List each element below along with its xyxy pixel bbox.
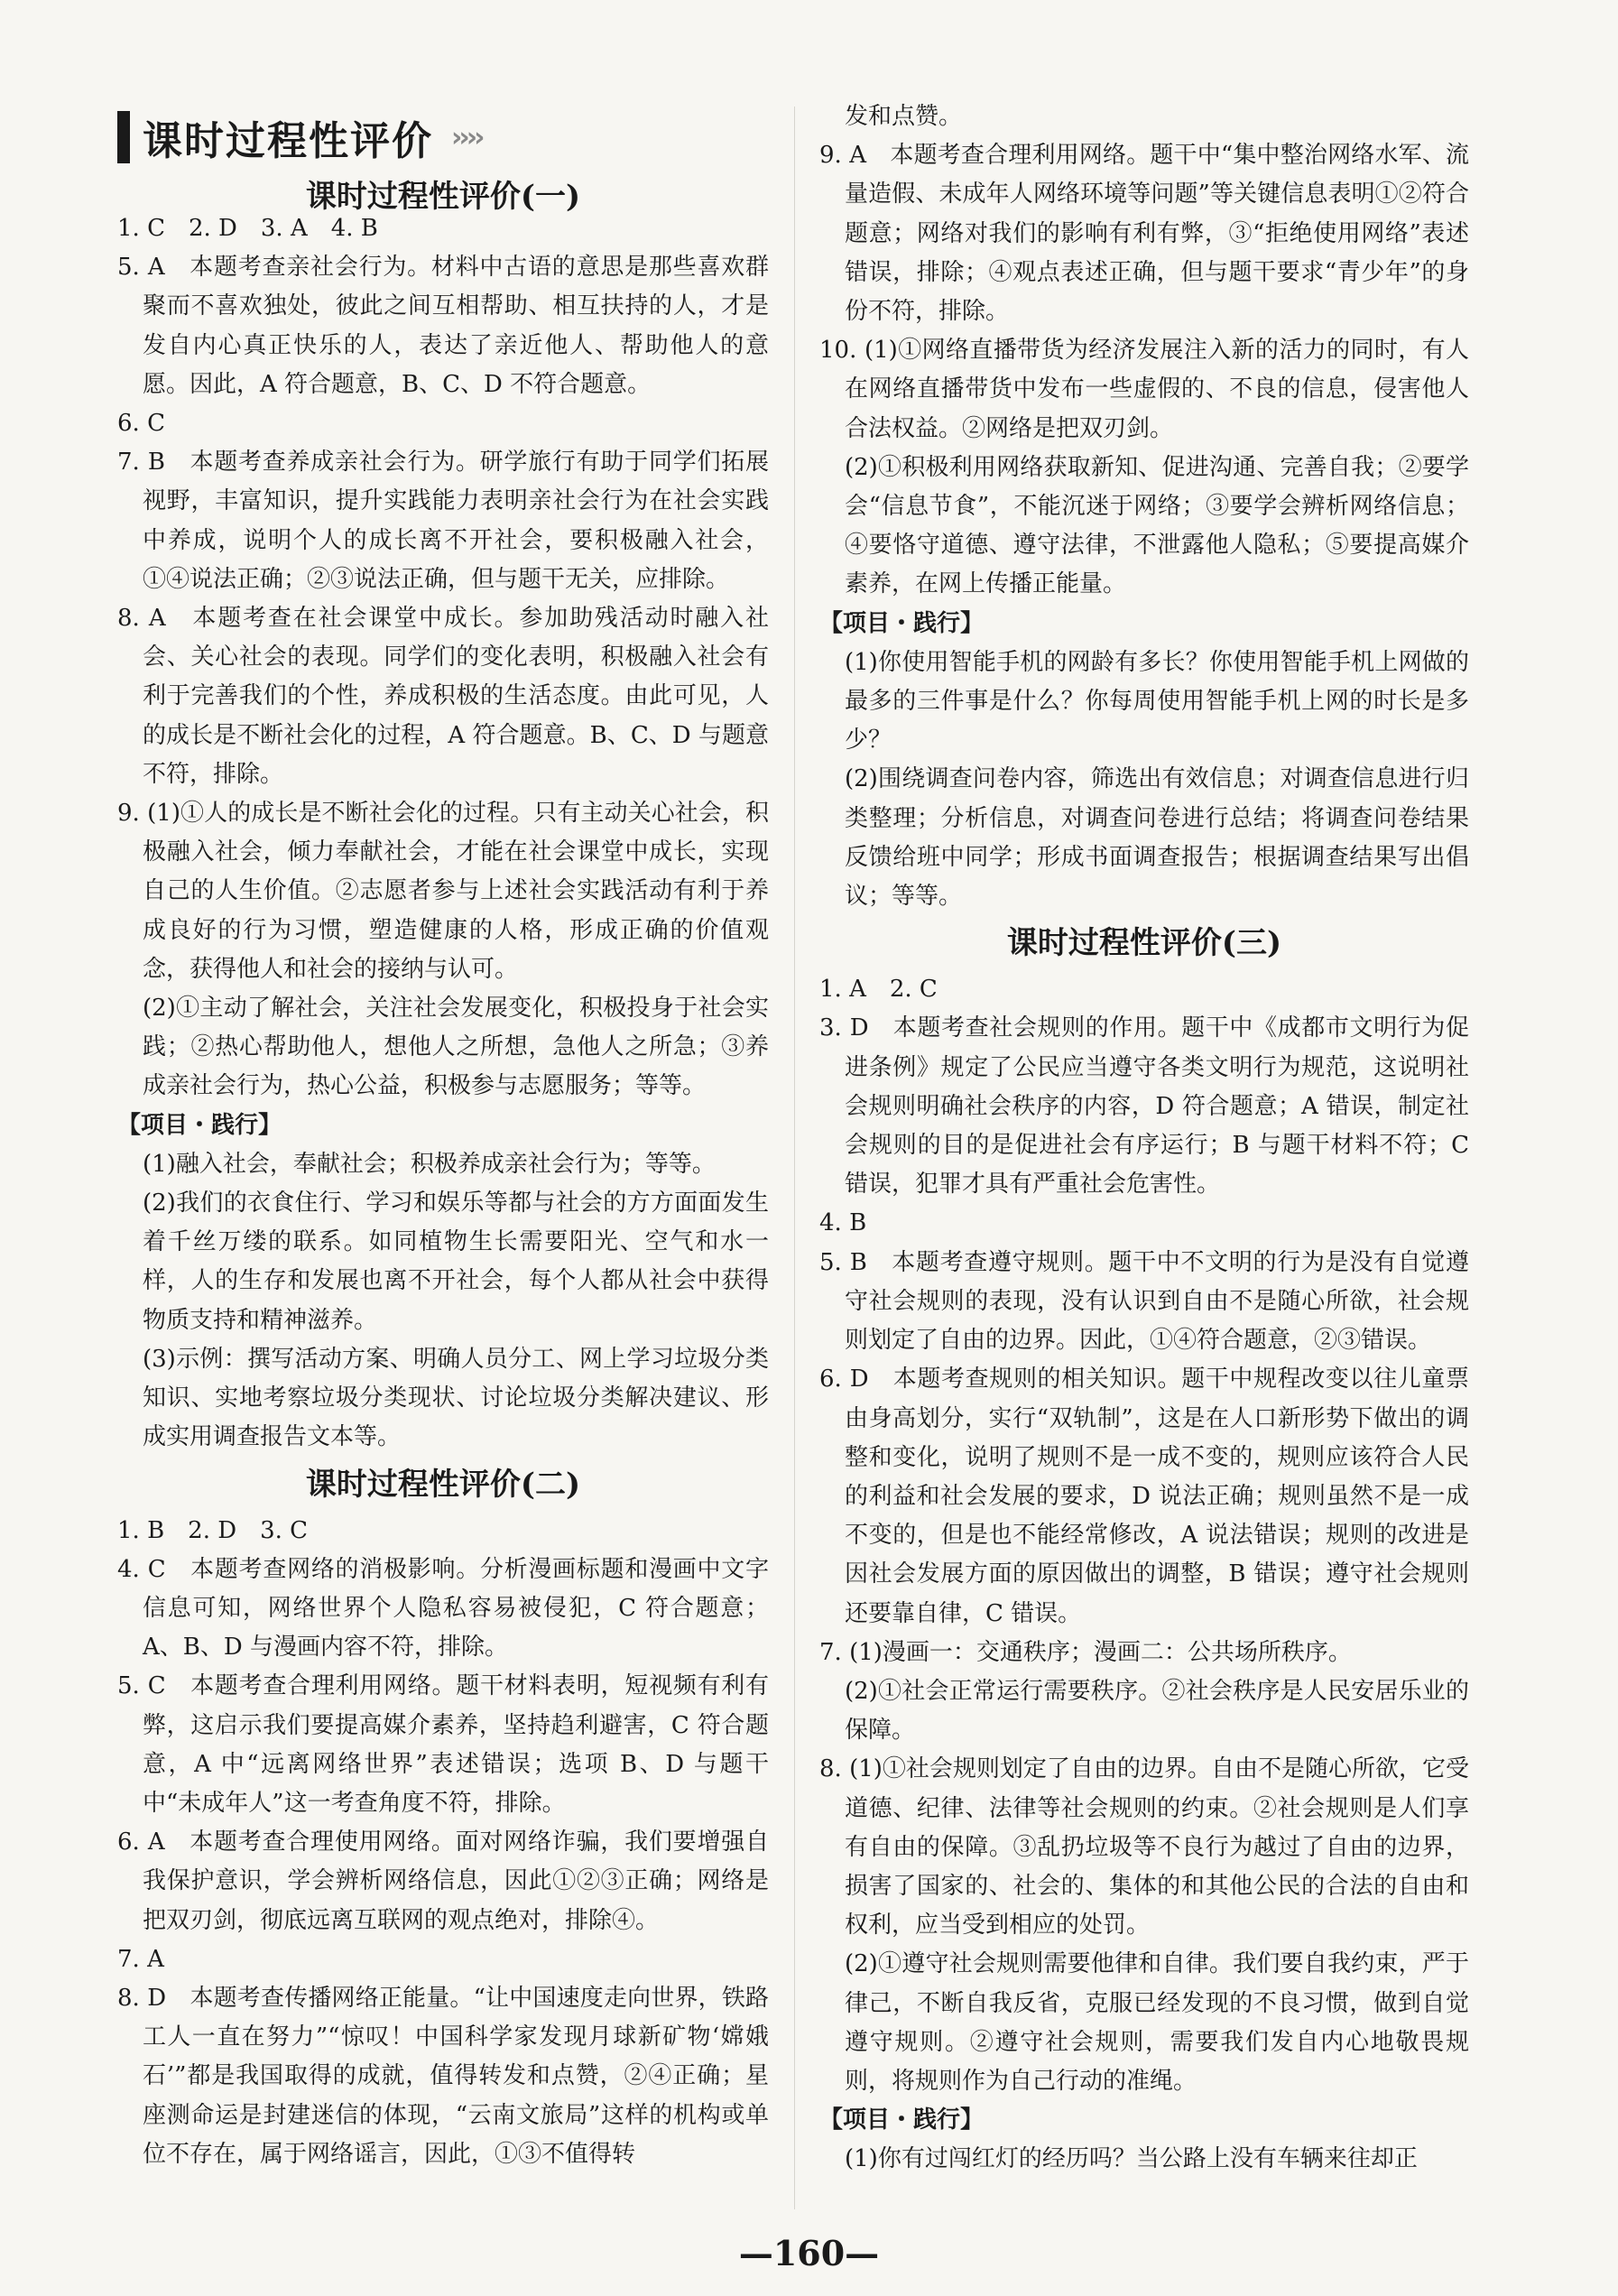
answer-item: 5. A 本题考查亲社会行为。材料中古语的意思是那些喜欢群聚而不喜欢独处，彼此之间互相帮助、相互扶持的人，才是发自内心真正快乐的人，表达了亲近他人、帮助他人的意愿。因此，A 符合题意，B、C、D 不符合题意。 [117, 254, 769, 398]
answer-item: 6. A 本题考查合理使用网络。面对网络诈骗，我们要增强自我保护意识，学会辨析网络信息，因此①②③正确；网络是把双刃剑，彻底远离互联网的观点绝对，排除④。 [117, 1828, 769, 1934]
answer-line: 1. B 2. D 3. C [117, 1516, 309, 1544]
answer-item: 4. C 本题考查网络的消极影响。分析漫画标题和漫画中文字信息可知，网络世界个人隐私容易被侵犯，C 符合题意；A、B、D 与漫画内容不符，排除。 [117, 1555, 769, 1662]
answer-subitem: (1)你使用智能手机的网龄有多长？你使用智能手机上网做的最多的三件事是什么？你每周使用智能手机上网的时长是多少？ [845, 648, 1469, 755]
project-heading: 【项目・践行】 [819, 2106, 985, 2134]
answer-subitem: (2)①主动了解社会，关注社会发展变化，积极投身于社会实践；②热心帮助他人，想他人之所想，急他人之所急；③养成亲社会行为，热心公益，积极参与志愿服务；等等。 [143, 995, 769, 1100]
banner-bar [117, 111, 130, 163]
section-title-2: 课时过程性评价(二) [305, 1466, 581, 1503]
answer-item: 7. (1)漫画一：交通秩序；漫画二：公共场所秩序。 [819, 1638, 1352, 1666]
answer-subitem: (1)融入社会，奉献社会；积极养成亲社会行为；等等。 [143, 1150, 716, 1178]
answer-item: 9. (1)①人的成长是不断社会化的过程。只有主动关心社会，积极融入社会，倾力奉献社会，才能在社会课堂中成长，实现自己的人生价值。②志愿者参与上述社会实践活动有利于养成良好的行为习惯，塑造健康的人格，形成正确的价值观念，获得他人和社会的接纳与认可。 [117, 800, 769, 983]
answer-item: 6. D 本题考查规则的相关知识。题干中规程改变以往儿童票由身高划分，实行“双轨制”，这是在人口新形势下做出的调整和变化，说明了规则不是一成不变的，规则应该符合人民的利益和社会发展的要求，D 说法正确；规则虽然不是一成不变的，但是也不能经常修改，A 说法错误；规则的改进是因社会发展方面的原因做出的调整，B 错误；遵守社会规则还要靠自律，C 错误。 [819, 1366, 1469, 1627]
answer-line: 1. A 2. C [819, 976, 938, 1004]
answer-subitem: (2)我们的衣食住行、学习和娱乐等都与社会的方方面面发生着千丝万缕的联系。如同植物生长需要阳光、空气和水一样，人的生存和发展也离不开社会，每个人都从社会中获得物质支持和精神滋养。 [143, 1190, 769, 1334]
answer-item: 9. A 本题考查合理利用网络。题干中“集中整治网络水军、流量造假、未成年人网络环境等问题”等关键信息表明①②符合题意；网络对我们的影响有利有弊，③“拒绝使用网络”表述错误，排除；④观点表述正确，但与题干要求“青少年”的身份不符，排除。 [819, 142, 1469, 326]
column-divider [794, 106, 795, 2209]
answer-subitem: (2)围绕调查问卷内容，筛选出有效信息；对调查信息进行归类整理；分析信息，对调查问卷进行总结；将调查问卷结果反馈给班中同学；形成书面调查报告；根据调查结果写出倡议；等等。 [845, 765, 1469, 911]
answer-line: 6. C [117, 410, 165, 438]
chevron-right-icon: ›››› [451, 121, 482, 153]
answer-item: 5. B 本题考查遵守规则。题干中不文明的行为是没有自觉遵守社会规则的表现，没有认识到自由不是随心所欲，社会规则划定了自由的边界。因此，①④符合题意，②③错误。 [819, 1248, 1469, 1355]
answer-item: 7. B 本题考查养成亲社会行为。研学旅行有助于同学们拓展视野，丰富知识，提升实践能力表明亲社会行为在社会实践中养成，说明个人的成长离不开社会，要积极融入社会，①④说法正确；②③说法正确，但与题干无关，应排除。 [117, 449, 769, 593]
section-title-3: 课时过程性评价(三) [1006, 925, 1282, 962]
answer-item: 3. D 本题考查社会规则的作用。题干中《成都市文明行为促进条例》规定了公民应当遵守各类文明行为规范，这说明社会规则明确社会秩序的内容，D 符合题意；A 错误，制定社会规则的目的是促进社会有序运行；B 与题干材料不符；C 错误，犯罪才具有严重社会危害性。 [819, 1014, 1469, 1199]
project-heading: 【项目・践行】 [117, 1111, 282, 1139]
answer-subitem: (1)你有过闯红灯的经历吗？当公路上没有车辆来往却正 [845, 2145, 1418, 2173]
section-title-1: 课时过程性评价(一) [305, 179, 581, 215]
answer-item: 5. C 本题考查合理利用网络。题干材料表明，短视频有利有弊，这启示我们要提高媒介素养，坚持趋利避害，C 符合题意，A 中“远离网络世界”表述错误；选项 B、D 与题干中“未成年人”这一考查角度不符，排除。 [117, 1672, 769, 1817]
page-number: —160— [738, 2233, 880, 2273]
answer-item: 8. (1)①社会规则划定了自由的边界。自由不是随心所欲，它受道德、纪律、法律等社会规则的约束。②社会规则是人们享有自由的保障。③乱扔垃圾等不良行为越过了自由的边界，损害了国家的、社会的、集体的和其他公民的合法的自由和权利，应当受到相应的处罚。 [819, 1755, 1469, 1940]
answer-subitem: (2)①遵守社会规则需要他律和自律。我们要自我约束，严于律己，不断自我反省，克服已经发现的不良习惯，做到自觉遵守规则。②遵守社会规则，需要我们发自内心地敬畏规则，将规则作为自己行动的准绳。 [845, 1950, 1469, 2095]
project-heading: 【项目・践行】 [819, 609, 985, 637]
answer-line: 7. A [117, 1945, 164, 1973]
answer-subitem: (3)示例：撰写活动方案、明确人员分工、网上学习垃圾分类知识、实地考察垃圾分类现状、讨论垃圾分类解决建议、形成实用调查报告文本等。 [143, 1345, 769, 1451]
left-column [117, 179, 769, 2174]
banner-title: 课时过程性评价 [143, 118, 433, 164]
answer-item: 8. A 本题考查在社会课堂中成长。参加助残活动时融入社会、关心社会的表现。同学们的变化表明，积极融入社会有利于完善我们的个性，养成积极的生活态度。由此可见，人的成长是不断社会化的过程，A 符合题意。B、C、D 与题意不符，排除。 [117, 605, 769, 788]
answer-subitem: (2)①社会正常运行需要秩序。②社会秩序是人民安居乐业的保障。 [845, 1677, 1469, 1745]
answer-line: 4. B [819, 1209, 867, 1237]
section-banner [117, 110, 481, 164]
answer-item: 10. (1)①网络直播带货为经济发展注入新的活力的同时，有人在网络直播带货中发布一些虚假的、不良的信息，侵害他人合法权益。②网络是把双刃剑。 [819, 337, 1469, 442]
right-column [819, 97, 1469, 2180]
answer-continuation: 发和点赞。 [845, 103, 963, 130]
answer-line: 1. C 2. D 3. A 4. B [117, 215, 378, 242]
answer-subitem: (2)①积极利用网络获取新知、促进沟通、完善自我；②要学会“信息节食”，不能沉迷于网络；③要学会辨析网络信息；④要恪守道德、遵守法律，不泄露他人隐私；⑤要提高媒介素养，在网上传播正能量。 [845, 453, 1469, 598]
answer-item: 8. D 本题考查传播网络正能量。“让中国速度走向世界，铁路工人一直在努力”“惊叹！中国科学家发现月球新矿物‘嫦娥石’”都是我国取得的成就，值得转发和点赞，②④正确；星座测命运是封建迷信的体现，“云南文旅局”这样的机构或单位不存在，属于网络谣言，因此，①③不值得转 [117, 1984, 769, 2168]
